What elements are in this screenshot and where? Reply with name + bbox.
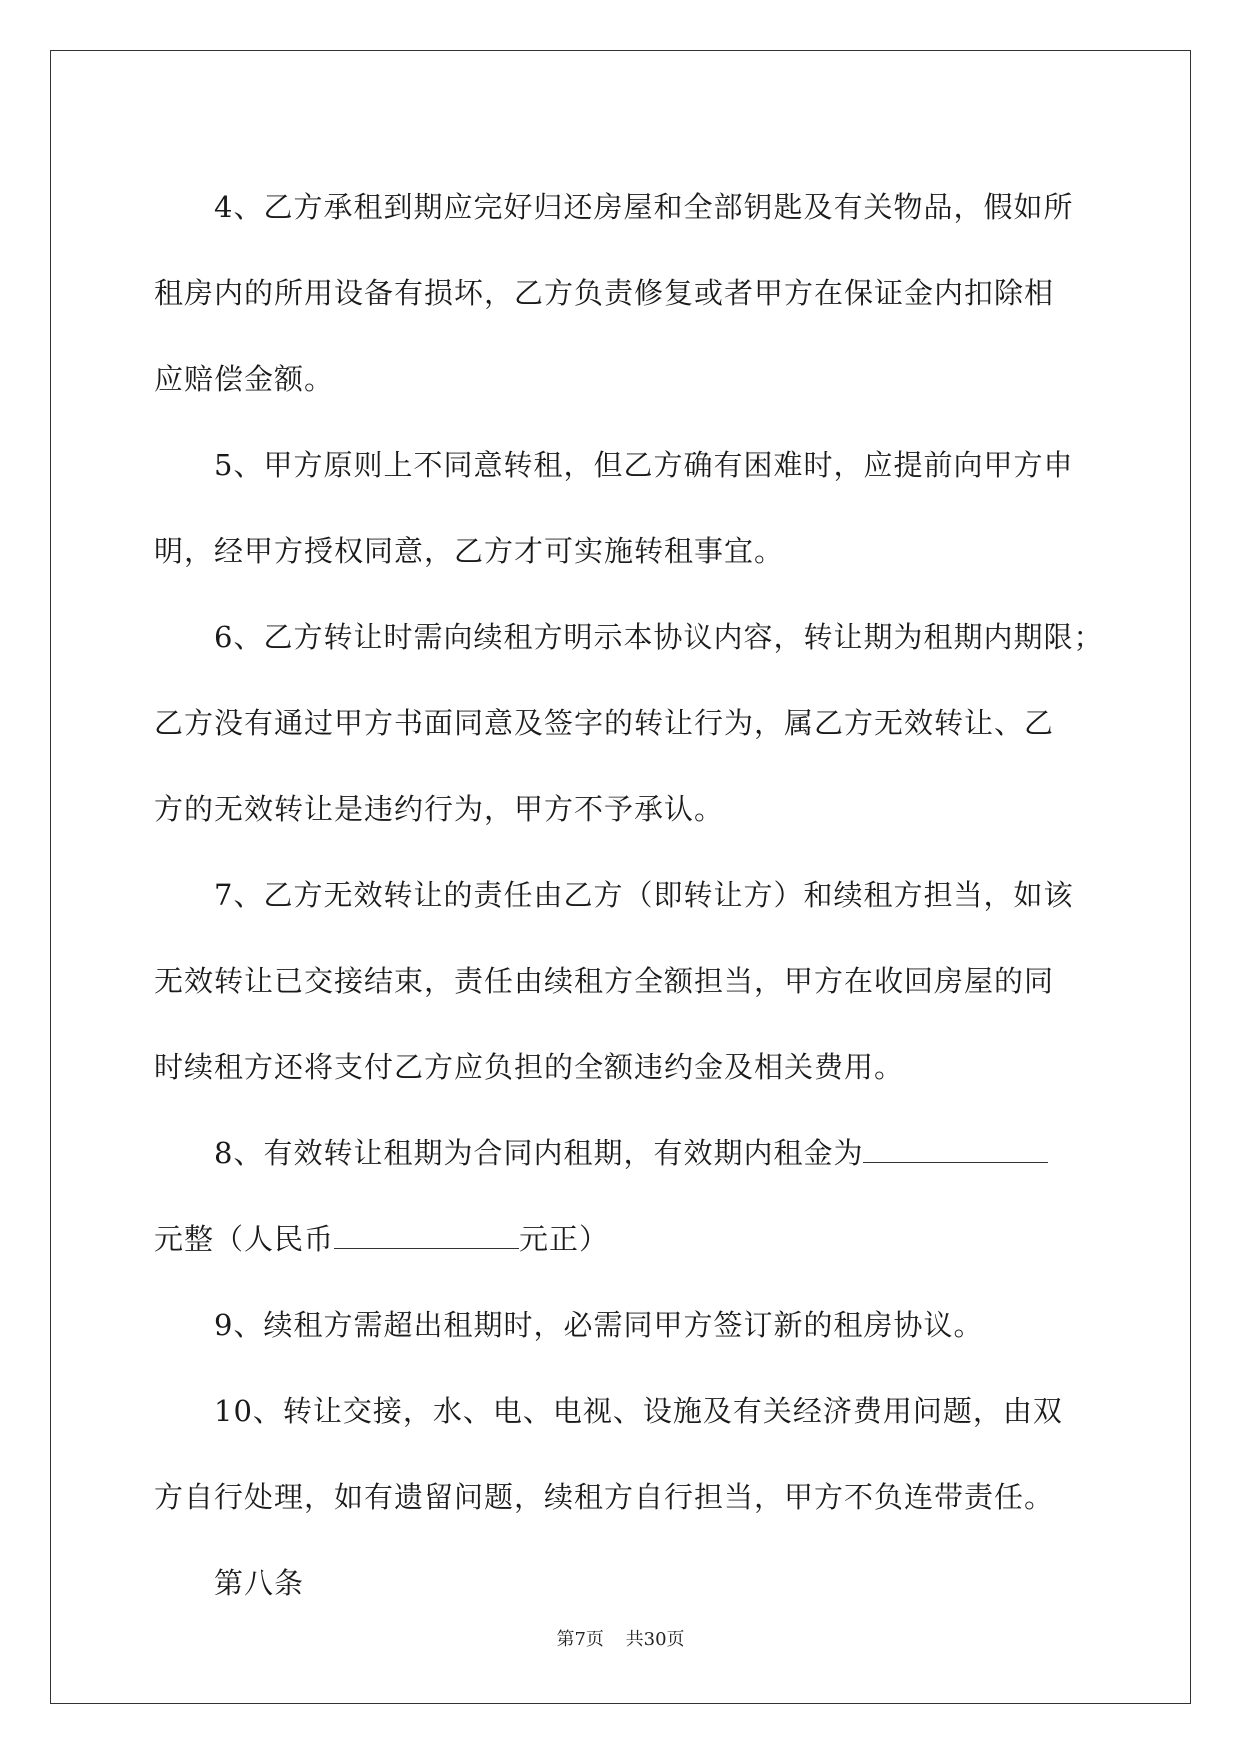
clause-5-line-1: 5、甲方原则上不同意转租，但乙方确有困难时，应提前向甲方申 <box>214 448 1074 482</box>
clause-7-line-3: 时续租方还将支付乙方应负担的全额违约金及相关费用。 <box>154 1050 905 1084</box>
clause-10-line-2: 方自行处理，如有遗留问题，续租方自行担当，甲方不负连带责任。 <box>154 1480 1055 1514</box>
clause-5 <box>154 422 1092 594</box>
clause-4-line-2: 租房内的所用设备有损坏，乙方负责修复或者甲方在保证金内扣除相 <box>154 276 1055 310</box>
clause-9 <box>154 1282 1092 1368</box>
clause-8-rmb-suffix: 元正） <box>519 1222 610 1256</box>
clause-10-line-1: 10、转让交接，水、电、电视、设施及有关经济费用问题，由双 <box>214 1394 1063 1428</box>
document-body <box>154 164 1104 1626</box>
clause-8 <box>154 1110 1092 1282</box>
clause-6-line-3: 方的无效转让是违约行为，甲方不予承认。 <box>154 792 725 826</box>
rent-amount-blank[interactable] <box>863 1132 1048 1163</box>
clause-8-text: 8、有效转让租期为合同内租期，有效期内租金为 <box>214 1136 864 1170</box>
clause-4-line-3: 应赔偿金额。 <box>154 362 335 396</box>
clause-8-line-2 <box>154 1196 1092 1282</box>
clause-6 <box>154 594 1104 852</box>
clause-10 <box>154 1368 1092 1540</box>
clause-6-line-2: 乙方没有通过甲方书面同意及签字的转让行为，属乙方无效转让、乙 <box>154 706 1055 740</box>
clause-8-line-1 <box>154 1110 1092 1196</box>
clause-8-rmb-prefix: 元整（人民币 <box>154 1222 335 1256</box>
page-current: 第7页 <box>556 1629 604 1650</box>
clause-9-line-1: 9、续租方需超出租期时，必需同甲方签订新的租房协议。 <box>214 1308 984 1342</box>
clause-7 <box>154 852 1092 1110</box>
clause-7-line-2: 无效转让已交接结束，责任由续租方全额担当，甲方在收回房屋的同 <box>154 964 1055 998</box>
rmb-amount-blank[interactable] <box>334 1218 519 1249</box>
page-total: 共30页 <box>625 1629 685 1650</box>
clause-5-line-2: 明，经甲方授权同意，乙方才可实施转租事宜。 <box>154 534 785 568</box>
article-8-label: 第八条 <box>214 1566 305 1600</box>
clause-4 <box>154 164 1092 422</box>
clause-6-line-1: 6、乙方转让时需向续租方明示本协议内容，转让期为租期内期限； <box>214 620 1104 654</box>
clause-4-line-1: 4、乙方承租到期应完好归还房屋和全部钥匙及有关物品，假如所 <box>214 190 1074 224</box>
article-8-heading <box>154 1540 1092 1626</box>
page-footer <box>0 1625 1241 1651</box>
clause-7-line-1: 7、乙方无效转让的责任由乙方（即转让方）和续租方担当，如该 <box>214 878 1074 912</box>
